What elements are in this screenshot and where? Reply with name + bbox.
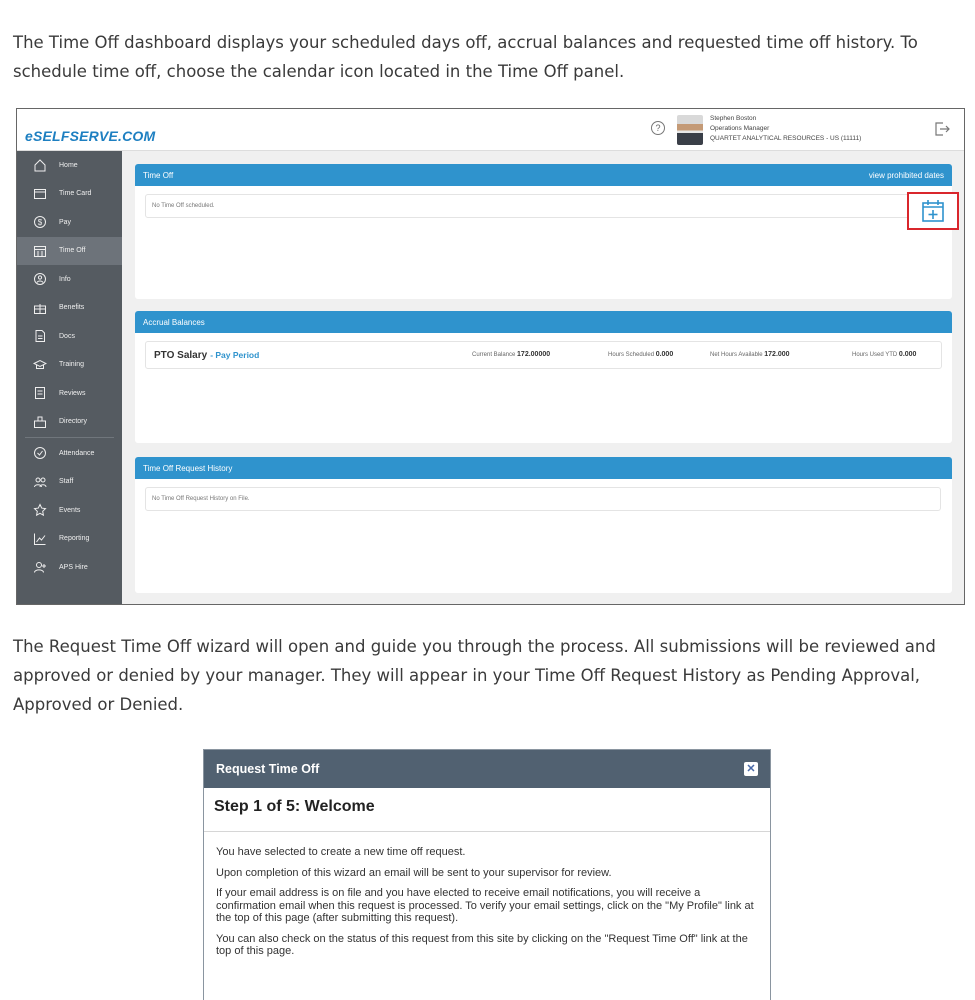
sidebar-item-label: Directory (59, 418, 88, 426)
svg-text:$: $ (37, 218, 43, 228)
sidebar-item-attendance[interactable] (17, 439, 122, 468)
timecard-icon (33, 187, 47, 201)
hours-scheduled-value: 0.000 (655, 351, 674, 358)
sidebar-item-label: Reviews (59, 389, 86, 397)
accrual-balances-panel (135, 311, 952, 443)
view-prohibited-dates-link[interactable]: view prohibited dates (868, 170, 944, 180)
sidebar-item-aps-hire[interactable] (17, 553, 122, 582)
help-icon[interactable]: ? (651, 121, 665, 135)
dialog-paragraph: You can also check on the status of this request from this site by clicking on the "Request Time Off" link at the top of this page. (216, 932, 748, 957)
training-icon (33, 358, 47, 372)
home-icon (33, 158, 47, 172)
accrual-panel-header (135, 311, 952, 333)
time-off-panel-header (135, 164, 952, 186)
no-history-message: No Time Off Request History on File. (145, 487, 941, 511)
sidebar-item-label: Info (59, 275, 71, 283)
accrual-title: Accrual Balances (143, 317, 205, 327)
reviews-icon (33, 386, 47, 400)
hours-used-value: 0.000 (898, 351, 917, 358)
user-name: Stephen Boston (710, 115, 757, 122)
staff-icon (33, 475, 47, 489)
sidebar-item-label: Staff (59, 478, 74, 486)
sidebar-item-directory[interactable] (17, 408, 122, 437)
time-off-panel (135, 164, 952, 299)
sidebar-item-label: Time Off (59, 247, 86, 255)
app-header (17, 109, 964, 151)
pay-icon (33, 215, 47, 229)
current-balance-value: 172.00000 (517, 351, 551, 358)
dialog-paragraph: You have selected to create a new time off request. (216, 846, 466, 858)
calendar-icon (33, 244, 47, 258)
sidebar-item-staff[interactable] (17, 468, 122, 497)
sidebar-item-label: Pay (59, 218, 72, 226)
schedule-time-off-button[interactable] (907, 192, 959, 230)
sidebar-item-label: Training (59, 361, 85, 369)
benefits-icon (33, 301, 47, 315)
user-company: QUARTET ANALYTICAL RESOURCES - US (11111) (710, 135, 862, 142)
dialog-title: Request Time Off (216, 762, 320, 776)
dialog-paragraph: Upon completion of this wizard an email will be sent to your supervisor for review. (216, 866, 612, 879)
avatar (677, 115, 703, 145)
sidebar-item-reviews[interactable] (17, 379, 122, 408)
sidebar (17, 151, 122, 605)
sidebar-item-label: Home (59, 161, 78, 169)
sidebar-item-pay[interactable] (17, 208, 122, 237)
sidebar-item-label: Events (59, 506, 81, 514)
time-off-title: Time Off (143, 170, 174, 180)
sidebar-item-label: APS Hire (59, 563, 88, 571)
sidebar-item-label: Benefits (59, 304, 85, 312)
plan-name: PTO Salary (154, 349, 208, 361)
close-icon[interactable]: ✕ (744, 762, 758, 776)
dialog-paragraph: If your email address is on file and you have elected to receive email notifications, you will receive a confirmation email when this request is processed. To verify your email settings, click on the "My Profile" link at the top of this page (after submitting this request). (216, 887, 754, 924)
sidebar-item-benefits[interactable] (17, 294, 122, 323)
main-content (122, 151, 965, 605)
no-time-off-message: No Time Off scheduled. (145, 194, 915, 218)
dialog-body (204, 832, 770, 958)
sidebar-item-docs[interactable] (17, 322, 122, 351)
sidebar-item-reporting[interactable] (17, 525, 122, 554)
hours-used-label: Hours Used YTD (852, 352, 898, 358)
wizard-description-paragraph: The Request Time Off wizard will open and guide you through the process. All submissions will be reviewed and approved or denied by your manager. They will appear in your Time Off Request History as Pending Approval, Approved or Denied. (13, 637, 936, 714)
user-info (710, 114, 861, 144)
docs-icon (33, 329, 47, 343)
sidebar-item-training[interactable] (17, 351, 122, 380)
hire-icon (33, 560, 47, 574)
sidebar-item-label: Reporting (59, 535, 90, 543)
request-history-panel (135, 457, 952, 593)
history-panel-header (135, 457, 952, 479)
sidebar-item-label: Docs (59, 332, 75, 340)
accrual-row[interactable] (145, 341, 942, 369)
sidebar-item-label: Attendance (59, 449, 95, 457)
sidebar-item-info[interactable] (17, 265, 122, 294)
sidebar-item-events[interactable] (17, 496, 122, 525)
dialog-header (204, 750, 770, 788)
intro-paragraph: The Time Off dashboard displays your scheduled days off, accrual balances and requested time off history. To schedule time off, choose the calendar icon located in the Time Off panel. (13, 33, 918, 81)
reporting-icon (33, 532, 47, 546)
app-screenshot (16, 108, 965, 605)
plan-period-link[interactable]: - Pay Period (210, 350, 260, 360)
sidebar-item-time-card[interactable] (17, 180, 122, 209)
net-hours-value: 172.000 (764, 351, 790, 358)
net-hours-label: Net Hours Available (710, 352, 763, 358)
sidebar-divider (25, 437, 114, 438)
sidebar-item-time-off[interactable] (17, 237, 122, 266)
user-title: Operations Manager (710, 125, 770, 132)
directory-icon (33, 415, 47, 429)
sidebar-item-label: Time Card (59, 190, 92, 198)
hours-scheduled-label: Hours Scheduled (608, 352, 655, 358)
logo[interactable]: eSELFSERVE.COM (25, 128, 156, 144)
sidebar-item-home[interactable] (17, 151, 122, 180)
history-title: Time Off Request History (143, 463, 233, 473)
calendar-add-icon (921, 199, 945, 223)
current-balance-label: Current Balance (472, 352, 516, 358)
events-icon (33, 503, 47, 517)
info-icon (33, 272, 47, 286)
step-title: Step 1 of 5: Welcome (204, 788, 770, 832)
request-time-off-dialog (203, 749, 771, 1000)
logout-icon[interactable] (934, 121, 950, 137)
attendance-icon (33, 446, 47, 460)
